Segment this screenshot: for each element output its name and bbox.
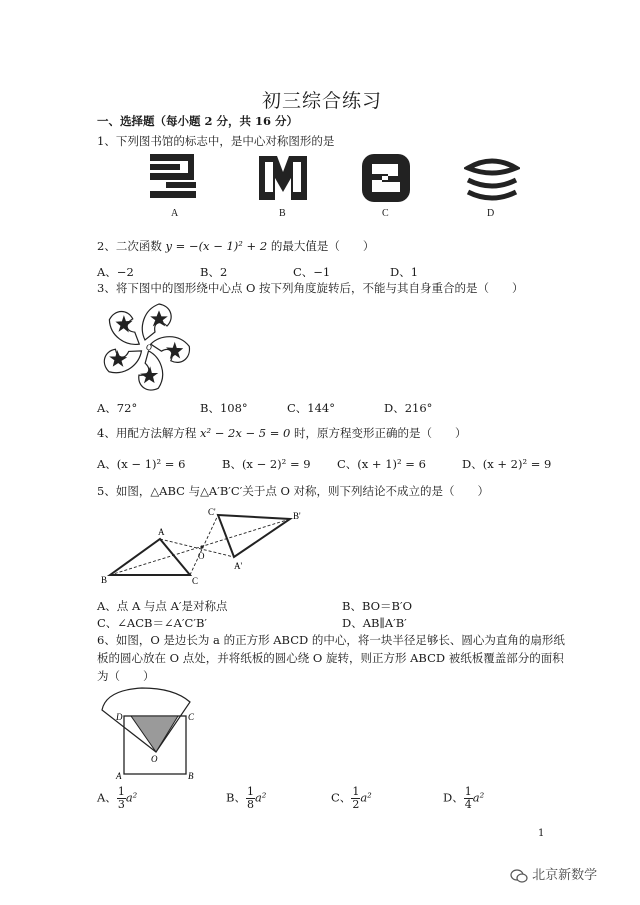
question-6-line3: 为（ ） — [97, 669, 155, 683]
q6-option-d-prefix: D、 — [443, 790, 464, 805]
q5-option-d: D、AB∥A′B′ — [342, 616, 407, 630]
rotation-figure — [95, 300, 195, 395]
q4-option-a: A、(x − 1)² = 6 — [97, 457, 186, 471]
denominator: 4 — [464, 798, 472, 811]
q6-option-a-tail: a² — [125, 790, 138, 805]
q1-option-a: A — [171, 208, 179, 219]
q6-label-c: C — [188, 712, 195, 722]
watermark — [510, 864, 597, 883]
q6-label-o: O — [151, 754, 158, 764]
logo-d-icon — [464, 154, 520, 204]
q6-label-a: A — [116, 771, 122, 781]
q2-text-pre: 2、二次函数 — [97, 239, 162, 253]
square-sector-figure — [98, 684, 208, 784]
numerator: 1 — [246, 785, 254, 798]
q1-option-c: C — [382, 208, 389, 219]
question-6-line2: 板的圆心放在 O 点处，并将纸板的圆心绕 O 旋转，则正方形 ABCD 被纸板覆盖部分的面积 — [97, 651, 564, 665]
page-title: 初三综合练习 — [262, 90, 383, 112]
q5-label-b: B — [101, 575, 108, 585]
q1-option-b: B — [279, 208, 286, 219]
numerator: 1 — [352, 785, 360, 798]
q4-option-d: D、(x + 2)² = 9 — [462, 457, 552, 471]
q2-option-a: A、−2 — [97, 265, 134, 279]
question-5-text: 5、如图，△ABC 与△A′B′C′关于点 O 对称，则下列结论不成立的是（ ） — [97, 484, 490, 498]
q6-option-b-tail: a² — [254, 790, 267, 805]
q6-option-a-prefix: A、 — [97, 790, 117, 805]
q2-option-c: C、−1 — [293, 265, 331, 279]
q6-option-b-prefix: B、 — [226, 790, 246, 805]
q3-option-d: D、216° — [384, 401, 433, 415]
q5-label-c: C — [192, 576, 199, 586]
q5-label-o: O — [198, 551, 205, 561]
q3-option-b: B、108° — [200, 401, 248, 415]
q4-text-post: 时，原方程变形正确的是（ ） — [294, 426, 467, 440]
q3-option-c: C、144° — [287, 401, 335, 415]
symmetric-triangles-figure — [98, 505, 323, 590]
wechat-icon — [510, 869, 528, 883]
q3-center-label: O — [146, 343, 152, 352]
q5-option-b: B、BO＝B′O — [342, 599, 413, 613]
q2-formula: y = −(x − 1)² + 2 — [165, 239, 268, 253]
q2-text-post: 的最大值是（ ） — [270, 239, 375, 253]
logo-c-icon — [360, 152, 412, 204]
q6-option-b-fraction — [246, 786, 255, 811]
q5-option-c: C、∠ACB＝∠A′C′B′ — [97, 616, 208, 630]
q5-label-a: A — [158, 527, 165, 537]
q4-formula: x² − 2x − 5 = 0 — [199, 426, 291, 440]
q5-label-a-prime: A' — [234, 561, 243, 571]
q6-option-c — [331, 786, 372, 811]
q6-option-c-prefix: C、 — [331, 790, 352, 805]
q6-option-a-fraction — [117, 786, 126, 811]
q6-option-a — [97, 786, 137, 811]
q6-option-d — [443, 786, 484, 811]
page-number: 1 — [538, 828, 545, 839]
denominator: 2 — [352, 798, 360, 811]
q2-option-b: B、2 — [200, 265, 228, 279]
section-heading: 一、选择题（每小题 2 分，共 16 分） — [97, 114, 299, 128]
q4-option-b: B、(x − 2)² = 9 — [222, 457, 311, 471]
q3-option-a: A、72° — [97, 401, 138, 415]
logo-a-icon — [148, 152, 202, 204]
question-3-text: 3、将下图中的图形绕中心点 O 按下列角度旋转后，不能与其自身重合的是（ ） — [97, 281, 524, 295]
denominator: 8 — [246, 798, 254, 811]
q6-label-d: D — [116, 712, 123, 722]
question-1-text: 1、下列图书馆的标志中，是中心对称图形的是 — [97, 134, 335, 148]
q6-option-c-tail: a² — [360, 790, 372, 805]
q5-option-a: A、点 A 与点 A′是对称点 — [97, 599, 228, 613]
q6-option-b — [226, 786, 266, 811]
q5-label-c-prime: C' — [208, 507, 216, 517]
question-4-text — [97, 425, 467, 441]
numerator: 1 — [464, 785, 472, 798]
q4-text-pre: 4、用配方法解方程 — [97, 426, 197, 440]
q1-option-d: D — [487, 208, 495, 219]
logo-b-icon — [257, 152, 309, 204]
q2-option-d: D、1 — [390, 265, 419, 279]
numerator: 1 — [117, 785, 125, 798]
q6-option-d-tail: a² — [472, 790, 485, 805]
q6-option-d-fraction — [464, 786, 473, 811]
q6-option-c-fraction — [351, 786, 360, 811]
question-6-line1: 6、如图，O 是边长为 a 的正方形 ABCD 的中心，将一块半径足够长、圆心为直角的扇形纸 — [97, 633, 565, 647]
denominator: 3 — [117, 798, 125, 811]
q5-label-b-prime: B' — [293, 511, 301, 521]
watermark-text: 北京新数学 — [532, 868, 598, 883]
q4-option-c: C、(x + 1)² = 6 — [337, 457, 426, 471]
q6-label-b: B — [188, 771, 194, 781]
question-2-text — [97, 238, 374, 254]
